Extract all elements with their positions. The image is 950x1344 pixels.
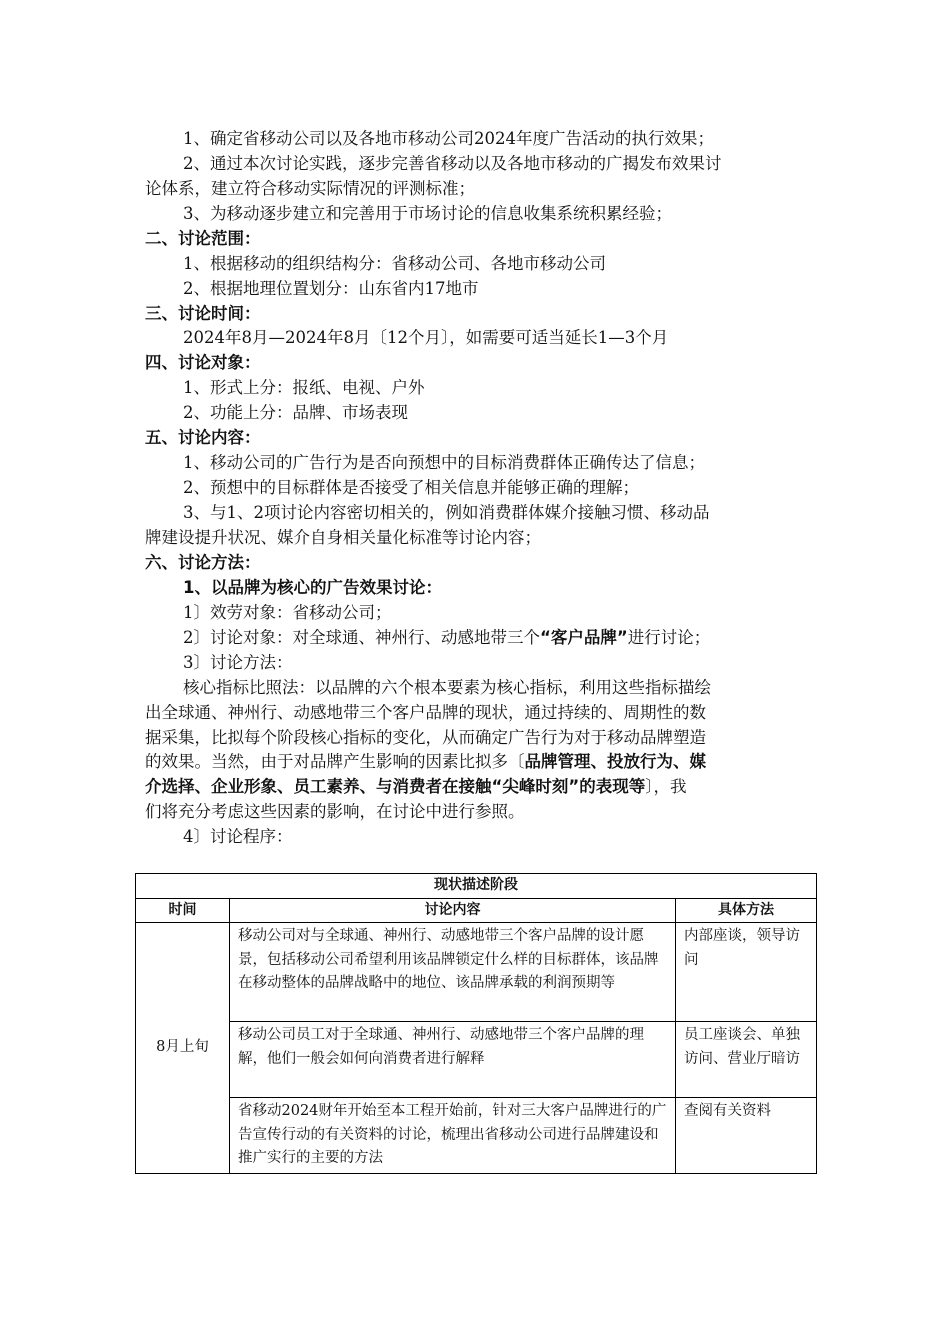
method-research-object — [183, 626, 815, 650]
object-2: 2、功能上分：品牌、市场表现 — [183, 403, 408, 422]
method-paragraph-line: 们将充分考虑这些因素的影响，在讨论中进行参照。 — [145, 802, 525, 821]
section-heading-scope: 二、讨论范围： — [145, 229, 261, 248]
table-row — [136, 1022, 817, 1098]
content-cell: 移动公司对与全球通、神州行、动感地带三个客户品牌的设计愿景，包括移动公司希望利用该品牌锁定什么样的目标群体，该品牌在移动整体的品牌战略中的地位、该品牌承载的利润预期等 — [230, 923, 676, 1022]
scope-2: 2、根据地理位置划分：山东省内17地市 — [183, 279, 479, 298]
text-span: 2〕讨论对象：对全球通、神州行、动感地带三个 — [183, 628, 540, 647]
header-method: 具体方法 — [676, 898, 817, 923]
text-span: 进行讨论； — [627, 628, 711, 647]
section-heading-time: 三、讨论时间： — [145, 304, 261, 323]
text-span: 的效果。当然，由于对品牌产生影响的因素比拟多〔 — [145, 752, 525, 771]
time-text: 2024年8月—2024年8月〔12个月〕，如需要可适当延长1—3个月 — [183, 328, 669, 347]
objective-3: 3、为移动逐步建立和完善用于市场讨论的信息收集系统积累经验； — [183, 204, 672, 223]
method-cell: 查阅有关资料 — [676, 1098, 817, 1174]
content-cell: 移动公司员工对于全球通、神州行、动感地带三个客户品牌的理解，他们一般会如何向消费者进行解释 — [230, 1022, 676, 1098]
table-row — [136, 923, 817, 1022]
method-cell: 员工座谈会、单独访问、营业厅暗访 — [676, 1022, 817, 1098]
object-1: 1、形式上分：报纸、电视、户外 — [183, 378, 425, 397]
content-3-cont: 牌建设提升状况、媒介自身相关量化标准等讨论内容； — [145, 528, 541, 547]
content-1: 1、移动公司的广告行为是否向预想中的目标消费群体正确传达了信息； — [183, 453, 705, 472]
header-content: 讨论内容 — [230, 898, 676, 923]
method-paragraph-line: 出全球通、神州行、动感地带三个客户品牌的现状，通过持续的、周期性的数 — [145, 703, 706, 722]
header-time: 时间 — [136, 898, 230, 923]
section-heading-method: 六、讨论方法： — [145, 553, 261, 572]
content-3: 3、与1、2项讨论内容密切相关的，例如消费群体媒介接触习惯、移动品 — [183, 503, 710, 522]
table-header-row — [136, 898, 817, 923]
method-subheading: 1、以品牌为核心的广告效果讨论： — [183, 578, 442, 597]
section-heading-content: 五、讨论内容： — [145, 428, 261, 447]
objective-2: 2、通过本次讨论实践，逐步完善省移动以及各地市移动的广揭发布效果讨 — [183, 154, 722, 173]
method-paragraph-line — [145, 775, 815, 799]
content-2: 2、预想中的目标群体是否接受了相关信息并能够正确的理解； — [183, 478, 639, 497]
method-service-target: 1〕效劳对象：省移动公司； — [183, 603, 392, 622]
method-paragraph-line — [145, 750, 815, 774]
method-cell: 内部座谈，领导访问 — [676, 923, 817, 1022]
method-procedure: 4〕讨论程序： — [183, 827, 293, 846]
time-cell: 8月上旬 — [136, 923, 230, 1174]
objective-1: 1、确定省移动公司以及各地市移动公司2024年度广告活动的执行效果； — [183, 129, 714, 148]
method-paragraph-line: 核心指标比照法：以品牌的六个根本要素为核心指标，利用这些指标描绘 — [183, 678, 711, 697]
bold-span: “客户品牌” — [540, 628, 628, 647]
content-cell: 省移动2024财年开始至本工程开始前，针对三大客户品牌进行的广告宣传行动的有关资料的讨论，梳理出省移动公司进行品牌建设和推广实行的主要的方法 — [230, 1098, 676, 1174]
scope-1: 1、根据移动的组织结构分：省移动公司、各地市移动公司 — [183, 254, 606, 273]
bold-span: 介选择、企业形象、员工素养、与消费者在接触“尖峰时刻”的表现等 — [145, 777, 646, 796]
text-span: 〕，我 — [645, 777, 687, 796]
method-paragraph-line: 据采集，比拟每个阶段核心指标的变化，从而确定广告行为对于移动品牌塑造 — [145, 728, 706, 747]
method-approach: 3〕讨论方法： — [183, 653, 293, 672]
bold-span: 品牌管理、投放行为、媒 — [524, 752, 706, 771]
table-caption: 现状描述阶段 — [136, 874, 817, 899]
section-heading-object: 四、讨论对象： — [145, 353, 261, 372]
procedure-table — [135, 873, 817, 1174]
objective-2-cont: 论体系，建立符合移动实际情况的评测标准； — [145, 179, 475, 198]
table-row — [136, 1098, 817, 1174]
